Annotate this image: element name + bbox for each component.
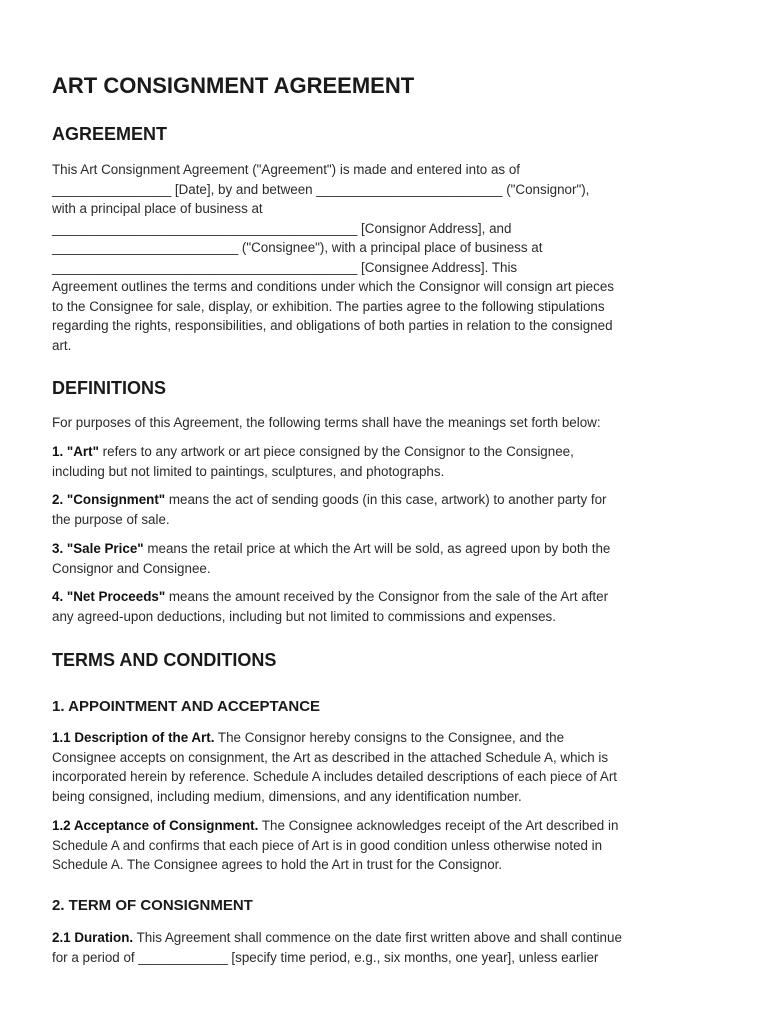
clause-label: 2.1 Duration.: [52, 930, 134, 945]
definition-sale-price: [52, 539, 610, 578]
document-title: ART CONSIGNMENT AGREEMENT: [52, 73, 415, 98]
term-text: means the act of sending goods (in this case, artwork) to another party for the purpose of sale.: [52, 492, 607, 527]
clause-2-1: [52, 928, 622, 967]
clause-1-2: [52, 816, 618, 875]
definition-art: [52, 442, 574, 481]
subsection-heading-appointment: 1. APPOINTMENT AND ACCEPTANCE: [52, 698, 321, 715]
definitions-intro: For purposes of this Agreement, the following terms shall have the meanings set forth below:: [52, 415, 601, 430]
agreement-paragraph: This Art Consignment Agreement ("Agreement") is made and entered into as of ________________ [Date], by and between _________________________ ("Consignor"), with a principal place of business at _________________________________________ [Consignor Address], and _________________________ ("Consignee"), with a principal place of business at _________________________________________ [Consignee Address]. This Agreement outlines the terms and conditions under which the Consignor will consign art pieces to the Consignee for sale, display, or exhibition. The parties agree to the following stipulations regarding the rights, responsibilities, and obligations of both parties in relation to the consigned art.: [52, 162, 614, 353]
clause-1-1: [52, 728, 617, 806]
definition-net-proceeds: [52, 587, 608, 626]
term-text: refers to any artwork or art piece consigned by the Consignor to the Consignee, including but not limited to paintings, sculptures, and photographs.: [52, 444, 574, 479]
clause-text: The Consignee acknowledges receipt of the Art described in Schedule A and confirms that each piece of Art is in good condition unless otherwise noted in Schedule A. The Consignee agrees to hold the Art in trust for the Consignor.: [52, 818, 619, 872]
clause-label: 1.2 Acceptance of Consignment.: [52, 818, 259, 833]
definition-consignment: [52, 490, 607, 529]
section-heading-agreement: AGREEMENT: [52, 124, 168, 144]
clause-text: The Consignor hereby consigns to the Consignee, and the Consignee accepts on consignment, the Art as described in the attached Schedule A, which is incorporated herein by reference. Schedule A includes detailed descriptions of each piece of Art being consigned, including medium, dimensions, and any identification number.: [52, 730, 617, 804]
section-heading-terms: TERMS AND CONDITIONS: [52, 650, 277, 670]
term-label: 3. "Sale Price": [52, 541, 144, 556]
term-label: 4. "Net Proceeds": [52, 589, 166, 604]
term-text: means the amount received by the Consignor from the sale of the Art after any agreed-upon deductions, including but not limited to commissions and expenses.: [52, 589, 609, 624]
term-text: means the retail price at which the Art will be sold, as agreed upon by both the Consignor and Consignee.: [52, 541, 611, 576]
subsection-heading-term: 2. TERM OF CONSIGNMENT: [52, 897, 253, 914]
term-label: 1. "Art": [52, 444, 99, 459]
term-label: 2. "Consignment": [52, 492, 166, 507]
clause-label: 1.1 Description of the Art.: [52, 730, 215, 745]
clause-text: This Agreement shall commence on the date first written above and shall continue for a period of ____________ [specify time period, e.g., six months, one year], unless earlier: [52, 930, 622, 965]
section-heading-definitions: DEFINITIONS: [52, 378, 167, 398]
